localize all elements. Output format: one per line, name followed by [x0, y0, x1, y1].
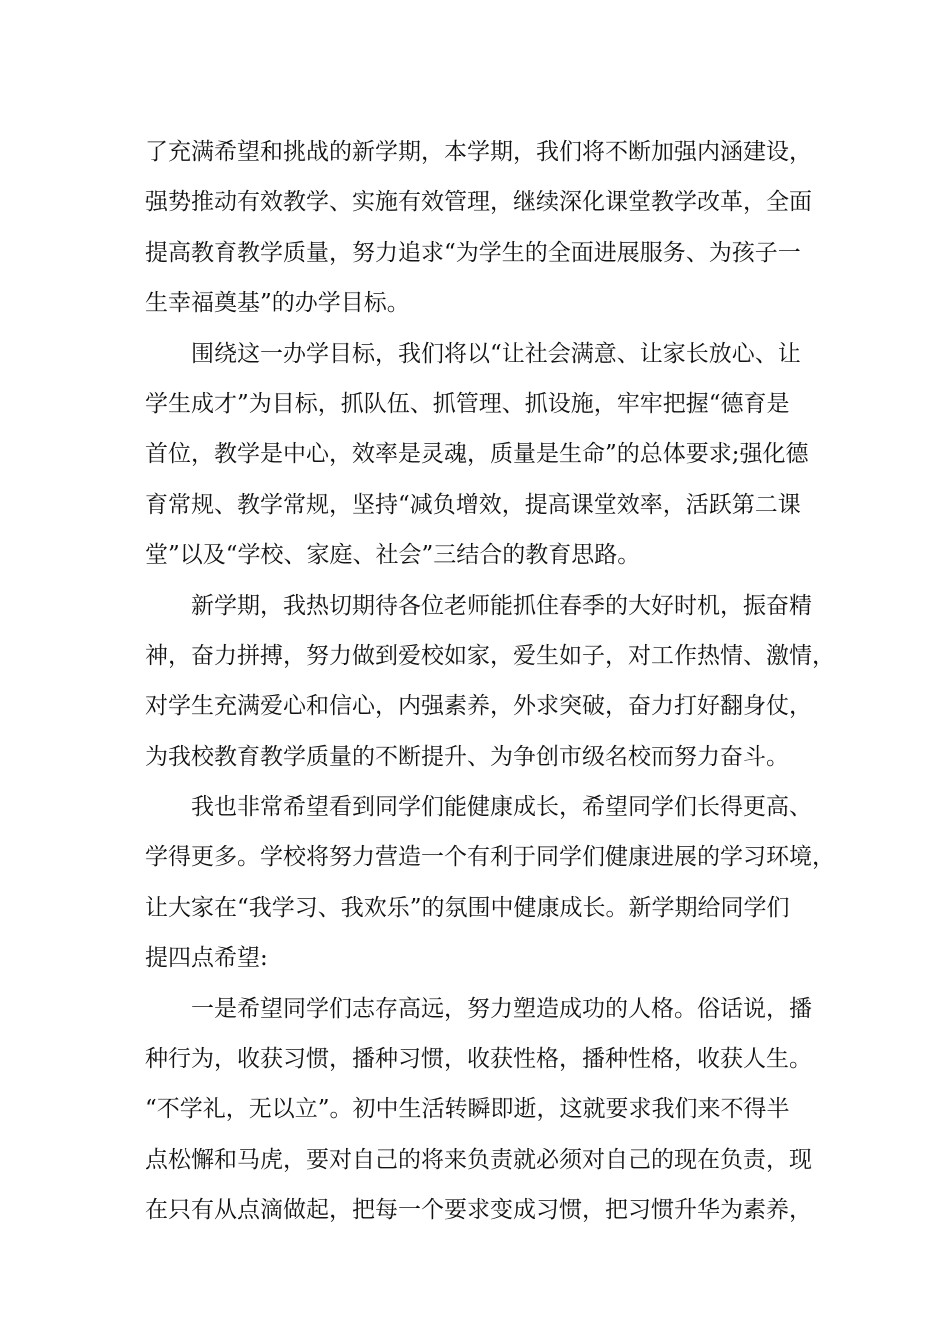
text-line: 让大家在“我学习、我欢乐”的氛围中健康成长。新学期给同学们 — [145, 894, 790, 921]
paragraph — [145, 127, 825, 329]
text-line: 一是希望同学们志存高远，努力塑造成功的人格。俗话说，播 — [191, 995, 812, 1022]
text-line: 首位，教学是中心，效率是灵魂，质量是生命”的总体要求;强化德 — [145, 441, 809, 468]
paragraph — [145, 581, 835, 783]
text-line: 为我校教育教学质量的不断提升、为争创市级名校而努力奋斗。 — [145, 743, 789, 770]
text-line: 提高教育教学质量，努力追求“为学生的全面进展服务、为孩子一 — [145, 239, 801, 266]
text-line: 对学生充满爱心和信心，内强素养，外求突破，奋力打好翻身仗， — [145, 693, 812, 720]
text-line: 新学期，我热切期待各位老师能抓住春季的大好时机，振奋精 — [191, 592, 812, 619]
text-line: 点松懈和马虎，要对自己的将来负责就必须对自己的现在负责，现 — [145, 1146, 812, 1173]
paragraph — [145, 782, 835, 984]
text-line: 堂”以及“学校、家庭、社会”三结合的教育思路。 — [145, 542, 641, 569]
text-line: 围绕这一办学目标，我们将以“让社会满意、让家长放心、让 — [191, 340, 801, 367]
text-line: 了充满希望和挑战的新学期，本学期，我们将不断加强内涵建设， — [145, 139, 812, 165]
text-line: 在只有从点滴做起，把每一个要求变成习惯，把习惯升华为素养， — [145, 1197, 812, 1224]
text-line: 强势推动有效教学、实施有效管理，继续深化课堂教学改革，全面 — [145, 189, 812, 216]
paragraph — [145, 329, 825, 581]
document-body — [145, 127, 835, 1236]
text-line: 我也非常希望看到同学们能健康成长，希望同学们长得更高、 — [191, 794, 812, 821]
text-line: 育常规、教学常规，坚持“减负增效，提高课堂效率，活跃第二课 — [145, 491, 801, 518]
text-line: 学得更多。学校将努力营造一个有利于同学们健康进展的学习环境， — [145, 844, 835, 871]
paragraph — [145, 984, 825, 1236]
text-line: 提四点希望: — [145, 945, 268, 972]
text-line: 神，奋力拼搏，努力做到爱校如家，爱生如子，对工作热情、激情， — [145, 642, 835, 669]
text-line: 生幸福奠基”的办学目标。 — [145, 290, 410, 317]
text-line: 学生成才”为目标，抓队伍、抓管理、抓设施，牢牢把握“德育是 — [145, 390, 790, 417]
text-line: 种行为，收获习惯，播种习惯，收获性格，播种性格，收获人生。 — [145, 1046, 812, 1073]
text-line: “不学礼，无以立”。初中生活转瞬即逝，这就要求我们来不得半 — [145, 1096, 790, 1123]
